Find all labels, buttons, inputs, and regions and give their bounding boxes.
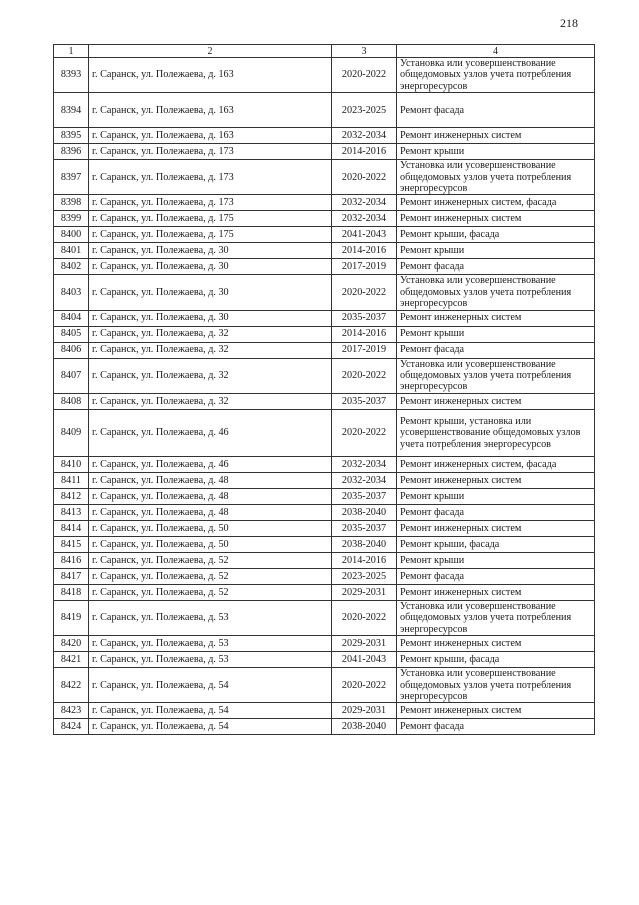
- address-cell: г. Саранск, ул. Полежаева, д. 30: [89, 275, 332, 310]
- table-row: [54, 243, 595, 259]
- address-cell: г. Саранск, ул. Полежаева, д. 175: [89, 211, 332, 227]
- table-row: [54, 259, 595, 275]
- row-number-cell: 8422: [54, 668, 89, 703]
- row-number-cell: 8411: [54, 472, 89, 488]
- address-cell: г. Саранск, ул. Полежаева, д. 173: [89, 160, 332, 195]
- work-type-cell: Ремонт инженерных систем, фасада: [397, 456, 595, 472]
- period-cell: 2035-2037: [332, 488, 397, 504]
- table-row: [54, 584, 595, 600]
- period-cell: 2032-2034: [332, 456, 397, 472]
- address-cell: г. Саранск, ул. Полежаева, д. 32: [89, 358, 332, 393]
- work-type-cell: Ремонт крыши: [397, 488, 595, 504]
- address-cell: г. Саранск, ул. Полежаева, д. 173: [89, 144, 332, 160]
- table-row: [54, 58, 595, 93]
- table-row: [54, 568, 595, 584]
- period-cell: 2038-2040: [332, 719, 397, 735]
- row-number-cell: 8405: [54, 326, 89, 342]
- work-type-cell: Ремонт крыши: [397, 144, 595, 160]
- period-cell: 2032-2034: [332, 211, 397, 227]
- table-row: [54, 600, 595, 635]
- work-type-cell: Ремонт фасада: [397, 719, 595, 735]
- work-type-cell: Ремонт крыши, фасада: [397, 227, 595, 243]
- work-type-cell: Установка или усовершенствование общедомовых узлов учета потребления энергоресурсов: [397, 160, 595, 195]
- period-cell: 2020-2022: [332, 668, 397, 703]
- address-cell: г. Саранск, ул. Полежаева, д. 163: [89, 128, 332, 144]
- period-cell: 2029-2031: [332, 584, 397, 600]
- period-cell: 2029-2031: [332, 703, 397, 719]
- work-type-cell: Ремонт инженерных систем, фасада: [397, 195, 595, 211]
- address-cell: г. Саранск, ул. Полежаева, д. 52: [89, 552, 332, 568]
- row-number-cell: 8401: [54, 243, 89, 259]
- row-number-cell: 8416: [54, 552, 89, 568]
- period-cell: 2014-2016: [332, 552, 397, 568]
- column-header-number: 1: [54, 45, 89, 58]
- row-number-cell: 8403: [54, 275, 89, 310]
- period-cell: 2020-2022: [332, 358, 397, 393]
- row-number-cell: 8399: [54, 211, 89, 227]
- table-row: [54, 393, 595, 409]
- work-type-cell: Ремонт инженерных систем: [397, 584, 595, 600]
- work-type-cell: Ремонт крыши, фасада: [397, 536, 595, 552]
- address-cell: г. Саранск, ул. Полежаева, д. 32: [89, 342, 332, 358]
- address-cell: г. Саранск, ул. Полежаева, д. 32: [89, 393, 332, 409]
- work-type-cell: Установка или усовершенствование общедомовых узлов учета потребления энергоресурсов: [397, 600, 595, 635]
- table-row: [54, 227, 595, 243]
- work-type-cell: Ремонт инженерных систем: [397, 211, 595, 227]
- row-number-cell: 8396: [54, 144, 89, 160]
- work-type-cell: Установка или усовершенствование общедомовых узлов учета потребления энергоресурсов: [397, 358, 595, 393]
- row-number-cell: 8404: [54, 310, 89, 326]
- address-cell: г. Саранск, ул. Полежаева, д. 46: [89, 409, 332, 456]
- table-header-row: [54, 45, 595, 58]
- table-row: [54, 275, 595, 310]
- period-cell: 2014-2016: [332, 326, 397, 342]
- table-row: [54, 456, 595, 472]
- work-type-cell: Ремонт инженерных систем: [397, 472, 595, 488]
- work-type-cell: Ремонт инженерных систем: [397, 703, 595, 719]
- period-cell: 2020-2022: [332, 160, 397, 195]
- address-cell: г. Саранск, ул. Полежаева, д. 32: [89, 326, 332, 342]
- period-cell: 2032-2034: [332, 195, 397, 211]
- work-type-cell: Ремонт крыши: [397, 326, 595, 342]
- table-row: [54, 536, 595, 552]
- row-number-cell: 8410: [54, 456, 89, 472]
- work-type-cell: Ремонт крыши, установка или усовершенствование общедомовых узлов учета потребления энергоресурсов: [397, 409, 595, 456]
- period-cell: 2020-2022: [332, 58, 397, 93]
- table-row: [54, 652, 595, 668]
- row-number-cell: 8421: [54, 652, 89, 668]
- row-number-cell: 8408: [54, 393, 89, 409]
- row-number-cell: 8415: [54, 536, 89, 552]
- work-type-cell: Ремонт инженерных систем: [397, 636, 595, 652]
- table-row: [54, 520, 595, 536]
- work-type-cell: Ремонт инженерных систем: [397, 393, 595, 409]
- table-row: [54, 195, 595, 211]
- period-cell: 2029-2031: [332, 636, 397, 652]
- period-cell: 2041-2043: [332, 652, 397, 668]
- period-cell: 2038-2040: [332, 504, 397, 520]
- row-number-cell: 8419: [54, 600, 89, 635]
- address-cell: г. Саранск, ул. Полежаева, д. 54: [89, 668, 332, 703]
- address-cell: г. Саранск, ул. Полежаева, д. 53: [89, 636, 332, 652]
- row-number-cell: 8395: [54, 128, 89, 144]
- row-number-cell: 8397: [54, 160, 89, 195]
- work-type-cell: Ремонт фасада: [397, 504, 595, 520]
- table-row: [54, 668, 595, 703]
- column-header-work-type: 4: [397, 45, 595, 58]
- row-number-cell: 8414: [54, 520, 89, 536]
- row-number-cell: 8420: [54, 636, 89, 652]
- address-cell: г. Саранск, ул. Полежаева, д. 54: [89, 703, 332, 719]
- address-cell: г. Саранск, ул. Полежаева, д. 50: [89, 520, 332, 536]
- table-row: [54, 504, 595, 520]
- address-cell: г. Саранск, ул. Полежаева, д. 175: [89, 227, 332, 243]
- period-cell: 2020-2022: [332, 409, 397, 456]
- table-row: [54, 93, 595, 128]
- row-number-cell: 8407: [54, 358, 89, 393]
- table-row: [54, 342, 595, 358]
- address-cell: г. Саранск, ул. Полежаева, д. 53: [89, 652, 332, 668]
- address-cell: г. Саранск, ул. Полежаева, д. 48: [89, 504, 332, 520]
- address-cell: г. Саранск, ул. Полежаева, д. 30: [89, 310, 332, 326]
- address-cell: г. Саранск, ул. Полежаева, д. 48: [89, 488, 332, 504]
- table-row: [54, 719, 595, 735]
- table-row: [54, 128, 595, 144]
- address-cell: г. Саранск, ул. Полежаева, д. 50: [89, 536, 332, 552]
- work-type-cell: Ремонт инженерных систем: [397, 520, 595, 536]
- period-cell: 2017-2019: [332, 259, 397, 275]
- work-type-cell: Ремонт инженерных систем: [397, 310, 595, 326]
- row-number-cell: 8413: [54, 504, 89, 520]
- work-type-cell: Ремонт фасада: [397, 93, 595, 128]
- period-cell: 2020-2022: [332, 275, 397, 310]
- address-cell: г. Саранск, ул. Полежаева, д. 48: [89, 472, 332, 488]
- row-number-cell: 8423: [54, 703, 89, 719]
- period-cell: 2035-2037: [332, 393, 397, 409]
- address-cell: г. Саранск, ул. Полежаева, д. 52: [89, 568, 332, 584]
- row-number-cell: 8393: [54, 58, 89, 93]
- row-number-cell: 8406: [54, 342, 89, 358]
- table-row: [54, 409, 595, 456]
- column-header-period: 3: [332, 45, 397, 58]
- table-row: [54, 636, 595, 652]
- table-row: [54, 472, 595, 488]
- period-cell: 2032-2034: [332, 472, 397, 488]
- table-body: [54, 58, 595, 735]
- work-type-cell: Ремонт фасада: [397, 342, 595, 358]
- row-number-cell: 8417: [54, 568, 89, 584]
- table-row: [54, 310, 595, 326]
- address-cell: г. Саранск, ул. Полежаева, д. 46: [89, 456, 332, 472]
- work-type-cell: Ремонт крыши, фасада: [397, 652, 595, 668]
- period-cell: 2035-2037: [332, 310, 397, 326]
- address-cell: г. Саранск, ул. Полежаева, д. 163: [89, 93, 332, 128]
- row-number-cell: 8412: [54, 488, 89, 504]
- table-row: [54, 552, 595, 568]
- work-type-cell: Ремонт фасада: [397, 568, 595, 584]
- work-type-cell: Ремонт фасада: [397, 259, 595, 275]
- period-cell: 2038-2040: [332, 536, 397, 552]
- address-cell: г. Саранск, ул. Полежаева, д. 163: [89, 58, 332, 93]
- period-cell: 2032-2034: [332, 128, 397, 144]
- address-cell: г. Саранск, ул. Полежаева, д. 52: [89, 584, 332, 600]
- period-cell: 2023-2025: [332, 93, 397, 128]
- table-row: [54, 144, 595, 160]
- period-cell: 2017-2019: [332, 342, 397, 358]
- row-number-cell: 8418: [54, 584, 89, 600]
- period-cell: 2023-2025: [332, 568, 397, 584]
- table-row: [54, 326, 595, 342]
- table-row: [54, 358, 595, 393]
- repair-schedule-table: [53, 44, 595, 735]
- work-type-cell: Установка или усовершенствование общедомовых узлов учета потребления энергоресурсов: [397, 275, 595, 310]
- address-cell: г. Саранск, ул. Полежаева, д. 173: [89, 195, 332, 211]
- table-row: [54, 211, 595, 227]
- work-type-cell: Ремонт крыши: [397, 243, 595, 259]
- address-cell: г. Саранск, ул. Полежаева, д. 54: [89, 719, 332, 735]
- work-type-cell: Установка или усовершенствование общедомовых узлов учета потребления энергоресурсов: [397, 668, 595, 703]
- page-number: 218: [560, 16, 578, 30]
- work-type-cell: Ремонт крыши: [397, 552, 595, 568]
- address-cell: г. Саранск, ул. Полежаева, д. 30: [89, 243, 332, 259]
- table-row: [54, 488, 595, 504]
- row-number-cell: 8424: [54, 719, 89, 735]
- column-header-address: 2: [89, 45, 332, 58]
- address-cell: г. Саранск, ул. Полежаева, д. 30: [89, 259, 332, 275]
- work-type-cell: Ремонт инженерных систем: [397, 128, 595, 144]
- work-type-cell: Установка или усовершенствование общедомовых узлов учета потребления энергоресурсов: [397, 58, 595, 93]
- period-cell: 2035-2037: [332, 520, 397, 536]
- row-number-cell: 8394: [54, 93, 89, 128]
- table-row: [54, 703, 595, 719]
- period-cell: 2020-2022: [332, 600, 397, 635]
- period-cell: 2041-2043: [332, 227, 397, 243]
- table-row: [54, 160, 595, 195]
- period-cell: 2014-2016: [332, 144, 397, 160]
- period-cell: 2014-2016: [332, 243, 397, 259]
- row-number-cell: 8402: [54, 259, 89, 275]
- row-number-cell: 8400: [54, 227, 89, 243]
- address-cell: г. Саранск, ул. Полежаева, д. 53: [89, 600, 332, 635]
- row-number-cell: 8398: [54, 195, 89, 211]
- row-number-cell: 8409: [54, 409, 89, 456]
